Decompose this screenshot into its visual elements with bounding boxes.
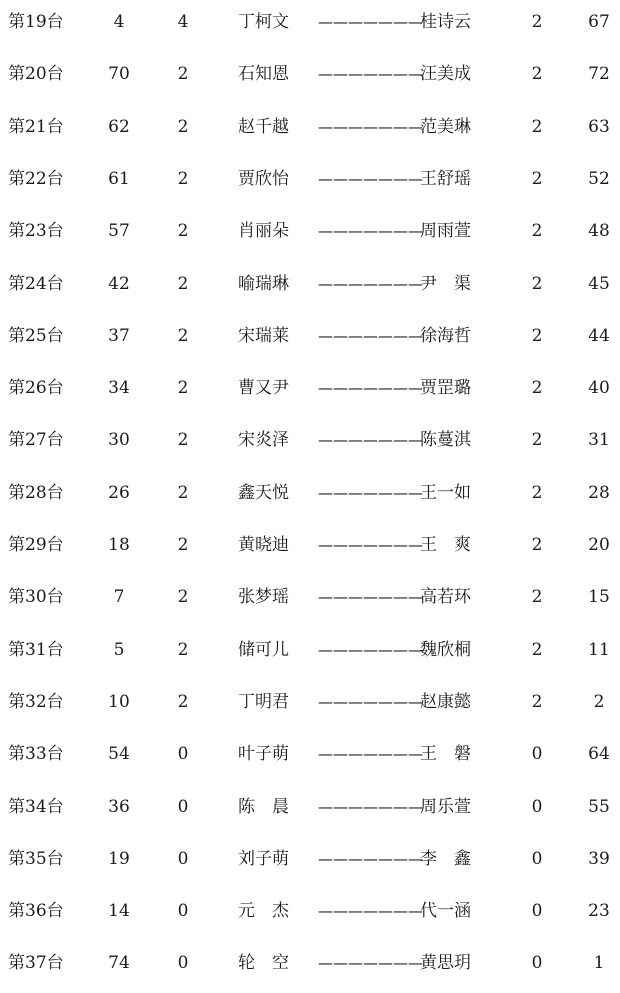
board-number: 第20台 bbox=[8, 64, 64, 85]
player-a-number: 37 bbox=[108, 325, 130, 346]
player-a-score: 2 bbox=[177, 430, 189, 451]
table-row bbox=[0, 366, 620, 418]
player-b-score: 2 bbox=[531, 535, 543, 555]
player-a-number: 4 bbox=[113, 12, 125, 32]
pairing-separator: ——————— bbox=[318, 745, 423, 764]
player-a-name: 喻瑞琳 bbox=[238, 273, 289, 294]
player-a-number: 26 bbox=[108, 482, 130, 503]
player-a-name: 丁柯文 bbox=[238, 12, 289, 32]
player-a-number: 42 bbox=[108, 273, 130, 294]
table-row bbox=[0, 837, 620, 889]
player-b-number: 20 bbox=[588, 535, 610, 555]
player-b-score: 2 bbox=[531, 691, 543, 712]
player-a-score: 2 bbox=[177, 273, 189, 294]
player-a-name: 储可儿 bbox=[238, 639, 289, 660]
player-a-number: 74 bbox=[108, 953, 130, 974]
player-b-name: 王 爽 bbox=[420, 535, 471, 555]
player-a-name: 元 杰 bbox=[238, 901, 289, 922]
table-row bbox=[0, 889, 620, 941]
pairing-separator: ——————— bbox=[318, 483, 423, 502]
player-a-number: 19 bbox=[108, 848, 130, 869]
player-b-name: 赵康懿 bbox=[420, 691, 471, 712]
player-b-name: 黄思玥 bbox=[420, 953, 471, 974]
player-a-score: 2 bbox=[177, 378, 189, 399]
player-b-number: 67 bbox=[588, 12, 610, 32]
player-a-score: 0 bbox=[177, 901, 189, 922]
player-a-number: 5 bbox=[113, 639, 125, 660]
pairing-separator: ——————— bbox=[318, 431, 423, 450]
player-b-score: 2 bbox=[531, 116, 543, 137]
player-a-score: 0 bbox=[177, 953, 189, 974]
table-row bbox=[0, 262, 620, 314]
player-b-number: 55 bbox=[588, 796, 610, 817]
player-a-score: 2 bbox=[177, 64, 189, 85]
table-row bbox=[0, 0, 620, 52]
player-b-score: 2 bbox=[531, 378, 543, 399]
pairing-separator: ——————— bbox=[318, 536, 423, 554]
player-a-number: 14 bbox=[108, 901, 130, 922]
player-b-name: 贾罡璐 bbox=[420, 378, 471, 399]
player-b-name: 李 鑫 bbox=[420, 848, 471, 869]
player-a-number: 34 bbox=[108, 378, 130, 399]
player-b-number: 45 bbox=[588, 273, 610, 294]
player-a-number: 57 bbox=[108, 221, 130, 242]
player-b-score: 2 bbox=[531, 639, 543, 660]
player-a-number: 54 bbox=[108, 744, 130, 765]
board-number: 第21台 bbox=[8, 116, 64, 137]
player-a-score: 2 bbox=[177, 587, 189, 608]
pairing-separator: ——————— bbox=[318, 954, 423, 973]
player-a-score: 0 bbox=[177, 796, 189, 817]
board-number: 第31台 bbox=[8, 639, 64, 660]
board-number: 第25台 bbox=[8, 325, 64, 346]
player-a-name: 宋炎泽 bbox=[238, 430, 289, 451]
player-b-name: 代一涵 bbox=[420, 901, 471, 922]
player-b-number: 44 bbox=[588, 325, 610, 346]
player-b-score: 2 bbox=[531, 168, 543, 189]
pairing-separator: ——————— bbox=[318, 692, 423, 711]
board-number: 第34台 bbox=[8, 796, 64, 817]
player-a-score: 2 bbox=[177, 168, 189, 189]
player-a-name: 黄晓迪 bbox=[238, 535, 289, 555]
table-row bbox=[0, 680, 620, 732]
player-a-number: 70 bbox=[108, 64, 130, 85]
pairing-separator: ——————— bbox=[318, 117, 423, 136]
player-b-name: 王舒瑶 bbox=[420, 168, 471, 189]
table-row bbox=[0, 52, 620, 104]
player-b-score: 0 bbox=[531, 901, 543, 922]
player-b-name: 陈蔓淇 bbox=[420, 430, 471, 451]
player-a-name: 刘子萌 bbox=[238, 848, 289, 869]
player-a-name: 鑫天悦 bbox=[238, 482, 289, 503]
board-number: 第27台 bbox=[8, 430, 64, 451]
player-a-name: 张梦瑶 bbox=[238, 587, 289, 608]
player-a-name: 宋瑞莱 bbox=[238, 325, 289, 346]
board-number: 第37台 bbox=[8, 953, 64, 974]
pairing-separator: ——————— bbox=[318, 222, 423, 241]
player-b-name: 周乐萱 bbox=[420, 796, 471, 817]
table-row bbox=[0, 575, 620, 627]
player-a-score: 2 bbox=[177, 639, 189, 660]
board-number: 第30台 bbox=[8, 587, 64, 608]
player-b-score: 2 bbox=[531, 64, 543, 85]
board-number: 第28台 bbox=[8, 482, 64, 503]
table-row bbox=[0, 785, 620, 837]
player-b-name: 王 磐 bbox=[420, 744, 471, 765]
pairing-separator: ——————— bbox=[318, 13, 423, 31]
table-row bbox=[0, 105, 620, 157]
table-row bbox=[0, 628, 620, 680]
board-number: 第32台 bbox=[8, 691, 64, 712]
player-a-score: 0 bbox=[177, 848, 189, 869]
player-b-score: 2 bbox=[531, 482, 543, 503]
player-a-name: 丁明君 bbox=[238, 691, 289, 712]
player-a-number: 10 bbox=[108, 691, 130, 712]
player-b-name: 尹 渠 bbox=[420, 273, 471, 294]
pairing-separator: ——————— bbox=[318, 169, 423, 188]
player-b-name: 徐海哲 bbox=[420, 325, 471, 346]
board-number: 第35台 bbox=[8, 848, 64, 869]
pairing-separator: ——————— bbox=[318, 640, 423, 659]
player-a-score: 2 bbox=[177, 535, 189, 555]
table-row bbox=[0, 732, 620, 784]
player-b-score: 0 bbox=[531, 848, 543, 869]
player-b-number: 15 bbox=[588, 587, 610, 608]
player-b-number: 28 bbox=[588, 482, 610, 503]
player-a-name: 曹又尹 bbox=[238, 378, 289, 399]
player-a-number: 61 bbox=[108, 168, 130, 189]
player-b-score: 0 bbox=[531, 953, 543, 974]
board-number: 第29台 bbox=[8, 535, 64, 555]
player-a-score: 2 bbox=[177, 116, 189, 137]
table-row bbox=[0, 314, 620, 366]
board-number: 第33台 bbox=[8, 744, 64, 765]
player-a-score: 4 bbox=[177, 12, 189, 32]
table-row bbox=[0, 941, 620, 993]
player-b-score: 0 bbox=[531, 796, 543, 817]
player-b-number: 2 bbox=[593, 691, 605, 712]
player-a-name: 轮 空 bbox=[238, 953, 289, 974]
player-a-number: 62 bbox=[108, 116, 130, 137]
pairing-separator: ——————— bbox=[318, 65, 423, 84]
player-b-number: 52 bbox=[588, 168, 610, 189]
pairing-separator: ——————— bbox=[318, 797, 423, 816]
pairing-separator: ——————— bbox=[318, 326, 423, 345]
pairing-separator: ——————— bbox=[318, 849, 423, 868]
player-b-number: 23 bbox=[588, 901, 610, 922]
player-b-name: 王一如 bbox=[420, 482, 471, 503]
player-a-number: 30 bbox=[108, 430, 130, 451]
player-a-name: 叶子萌 bbox=[238, 744, 289, 765]
player-b-score: 2 bbox=[531, 325, 543, 346]
player-a-name: 石知恩 bbox=[238, 64, 289, 85]
player-a-number: 36 bbox=[108, 796, 130, 817]
player-b-number: 39 bbox=[588, 848, 610, 869]
player-b-score: 0 bbox=[531, 744, 543, 765]
table-row bbox=[0, 209, 620, 261]
player-a-number: 7 bbox=[113, 587, 125, 608]
player-b-number: 63 bbox=[588, 116, 610, 137]
player-b-name: 汪美成 bbox=[420, 64, 471, 85]
table-row bbox=[0, 418, 620, 470]
board-number: 第22台 bbox=[8, 168, 64, 189]
player-b-name: 高若环 bbox=[420, 587, 471, 608]
player-a-number: 18 bbox=[108, 535, 130, 555]
pairing-separator: ——————— bbox=[318, 902, 423, 921]
player-b-number: 1 bbox=[593, 953, 605, 974]
player-b-score: 2 bbox=[531, 430, 543, 451]
player-b-score: 2 bbox=[531, 587, 543, 608]
player-b-name: 周雨萱 bbox=[420, 221, 471, 242]
player-b-number: 31 bbox=[588, 430, 610, 451]
player-a-score: 0 bbox=[177, 744, 189, 765]
player-b-score: 2 bbox=[531, 273, 543, 294]
table-row bbox=[0, 157, 620, 209]
board-number: 第36台 bbox=[8, 901, 64, 922]
table-row bbox=[0, 523, 620, 575]
player-b-number: 48 bbox=[588, 221, 610, 242]
player-a-name: 贾欣怡 bbox=[238, 168, 289, 189]
pairing-separator: ——————— bbox=[318, 274, 423, 293]
player-a-score: 2 bbox=[177, 691, 189, 712]
player-a-score: 2 bbox=[177, 221, 189, 242]
player-b-number: 72 bbox=[588, 64, 610, 85]
player-b-number: 11 bbox=[588, 639, 610, 660]
board-number: 第26台 bbox=[8, 378, 64, 399]
player-a-name: 赵千越 bbox=[238, 116, 289, 137]
player-b-score: 2 bbox=[531, 12, 543, 32]
board-number: 第19台 bbox=[8, 12, 64, 32]
player-b-name: 桂诗云 bbox=[420, 12, 471, 32]
pairing-separator: ——————— bbox=[318, 379, 423, 398]
player-b-number: 64 bbox=[588, 744, 610, 765]
pairing-separator: ——————— bbox=[318, 588, 423, 607]
player-b-name: 范美琳 bbox=[420, 116, 471, 137]
player-a-score: 2 bbox=[177, 482, 189, 503]
player-b-score: 2 bbox=[531, 221, 543, 242]
table-row bbox=[0, 471, 620, 523]
player-a-score: 2 bbox=[177, 325, 189, 346]
board-number: 第24台 bbox=[8, 273, 64, 294]
player-a-name: 陈 晨 bbox=[238, 796, 289, 817]
player-b-name: 魏欣桐 bbox=[420, 639, 471, 660]
player-b-number: 40 bbox=[588, 378, 610, 399]
board-number: 第23台 bbox=[8, 221, 64, 242]
player-a-name: 肖丽朵 bbox=[238, 221, 289, 242]
